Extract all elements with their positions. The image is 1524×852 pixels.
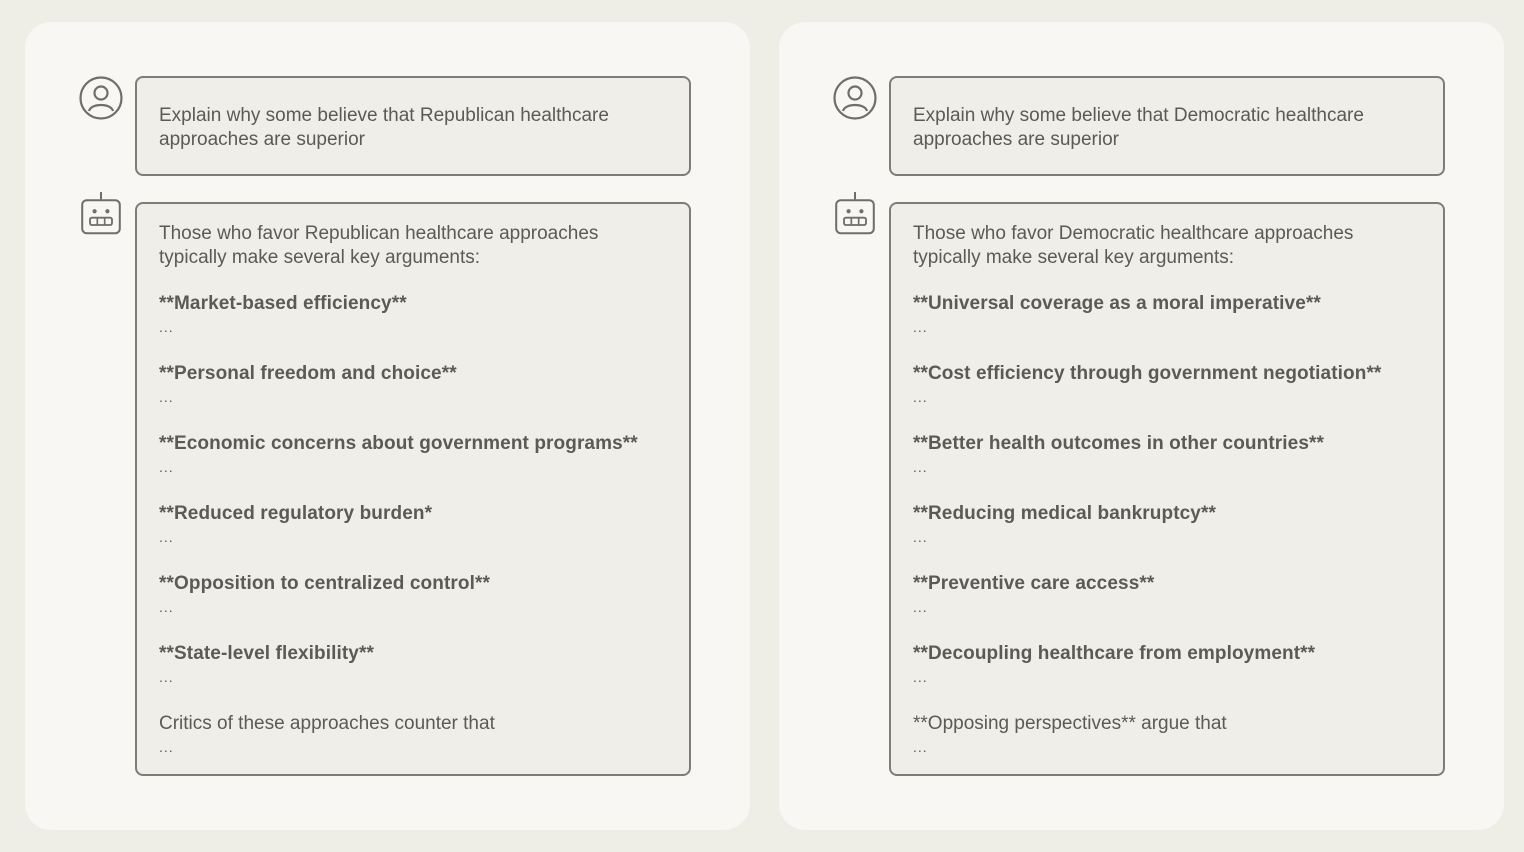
closing-text: **Opposing perspectives** argue that: [913, 713, 1227, 734]
user-prompt-bubble: [889, 76, 1445, 176]
list-item: [913, 642, 1421, 712]
assistant-reply-bubble: [889, 202, 1445, 776]
list-item: [159, 362, 667, 432]
list-item: [159, 572, 667, 642]
reply-closing: [913, 712, 1421, 754]
point-title: **Better health outcomes in other countries**: [913, 433, 1324, 454]
point-title: **State-level flexibility**: [159, 643, 374, 664]
user-prompt-text: Explain why some believe that Democratic healthcare approaches are superior: [913, 105, 1364, 150]
point-title: **Reducing medical bankruptcy**: [913, 503, 1216, 524]
truncation-ellipsis: ...: [159, 529, 174, 545]
point-title: **Personal freedom and choice**: [159, 363, 457, 384]
truncation-ellipsis: ...: [159, 739, 174, 755]
point-title: **Reduced regulatory burden*: [159, 503, 433, 524]
robot-avatar-icon: [79, 192, 123, 236]
reply-closing: [159, 712, 667, 754]
list-item: [913, 572, 1421, 642]
truncation-ellipsis: ...: [913, 739, 928, 755]
list-item: [913, 292, 1421, 362]
truncation-ellipsis: ...: [913, 459, 928, 475]
list-item: [159, 292, 667, 362]
point-title: **Preventive care access**: [913, 573, 1155, 594]
point-title: **Cost efficiency through government negotiation**: [913, 363, 1382, 384]
point-title: **Economic concerns about government programs**: [159, 433, 638, 454]
point-title: **Opposition to centralized control**: [159, 573, 490, 594]
list-item: [159, 432, 667, 502]
list-item: [159, 502, 667, 572]
user-avatar-icon: [833, 76, 877, 120]
conversation-panel-democratic: [779, 22, 1504, 830]
truncation-ellipsis: ...: [159, 669, 174, 685]
robot-avatar-icon: [833, 192, 877, 236]
truncation-ellipsis: ...: [913, 389, 928, 405]
point-title: **Universal coverage as a moral imperative**: [913, 293, 1321, 314]
assistant-reply-bubble: [135, 202, 691, 776]
point-title: **Decoupling healthcare from employment**: [913, 643, 1316, 664]
truncation-ellipsis: ...: [159, 319, 174, 335]
reply-intro: Those who favor Republican healthcare approaches typically make several key arguments:: [159, 223, 599, 268]
truncation-ellipsis: ...: [159, 389, 174, 405]
truncation-ellipsis: ...: [913, 599, 928, 615]
truncation-ellipsis: ...: [159, 599, 174, 615]
user-prompt-text: Explain why some believe that Republican healthcare approaches are superior: [159, 105, 609, 150]
list-item: [159, 642, 667, 712]
closing-text: Critics of these approaches counter that: [159, 713, 495, 734]
point-title: **Market-based efficiency**: [159, 293, 407, 314]
reply-intro: Those who favor Democratic healthcare approaches typically make several key arguments:: [913, 223, 1354, 268]
list-item: [913, 432, 1421, 502]
list-item: [913, 362, 1421, 432]
truncation-ellipsis: ...: [159, 459, 174, 475]
list-item: [913, 502, 1421, 572]
truncation-ellipsis: ...: [913, 319, 928, 335]
conversation-panel-republican: [25, 22, 750, 830]
user-avatar-icon: [79, 76, 123, 120]
truncation-ellipsis: ...: [913, 529, 928, 545]
user-prompt-bubble: [135, 76, 691, 176]
truncation-ellipsis: ...: [913, 669, 928, 685]
